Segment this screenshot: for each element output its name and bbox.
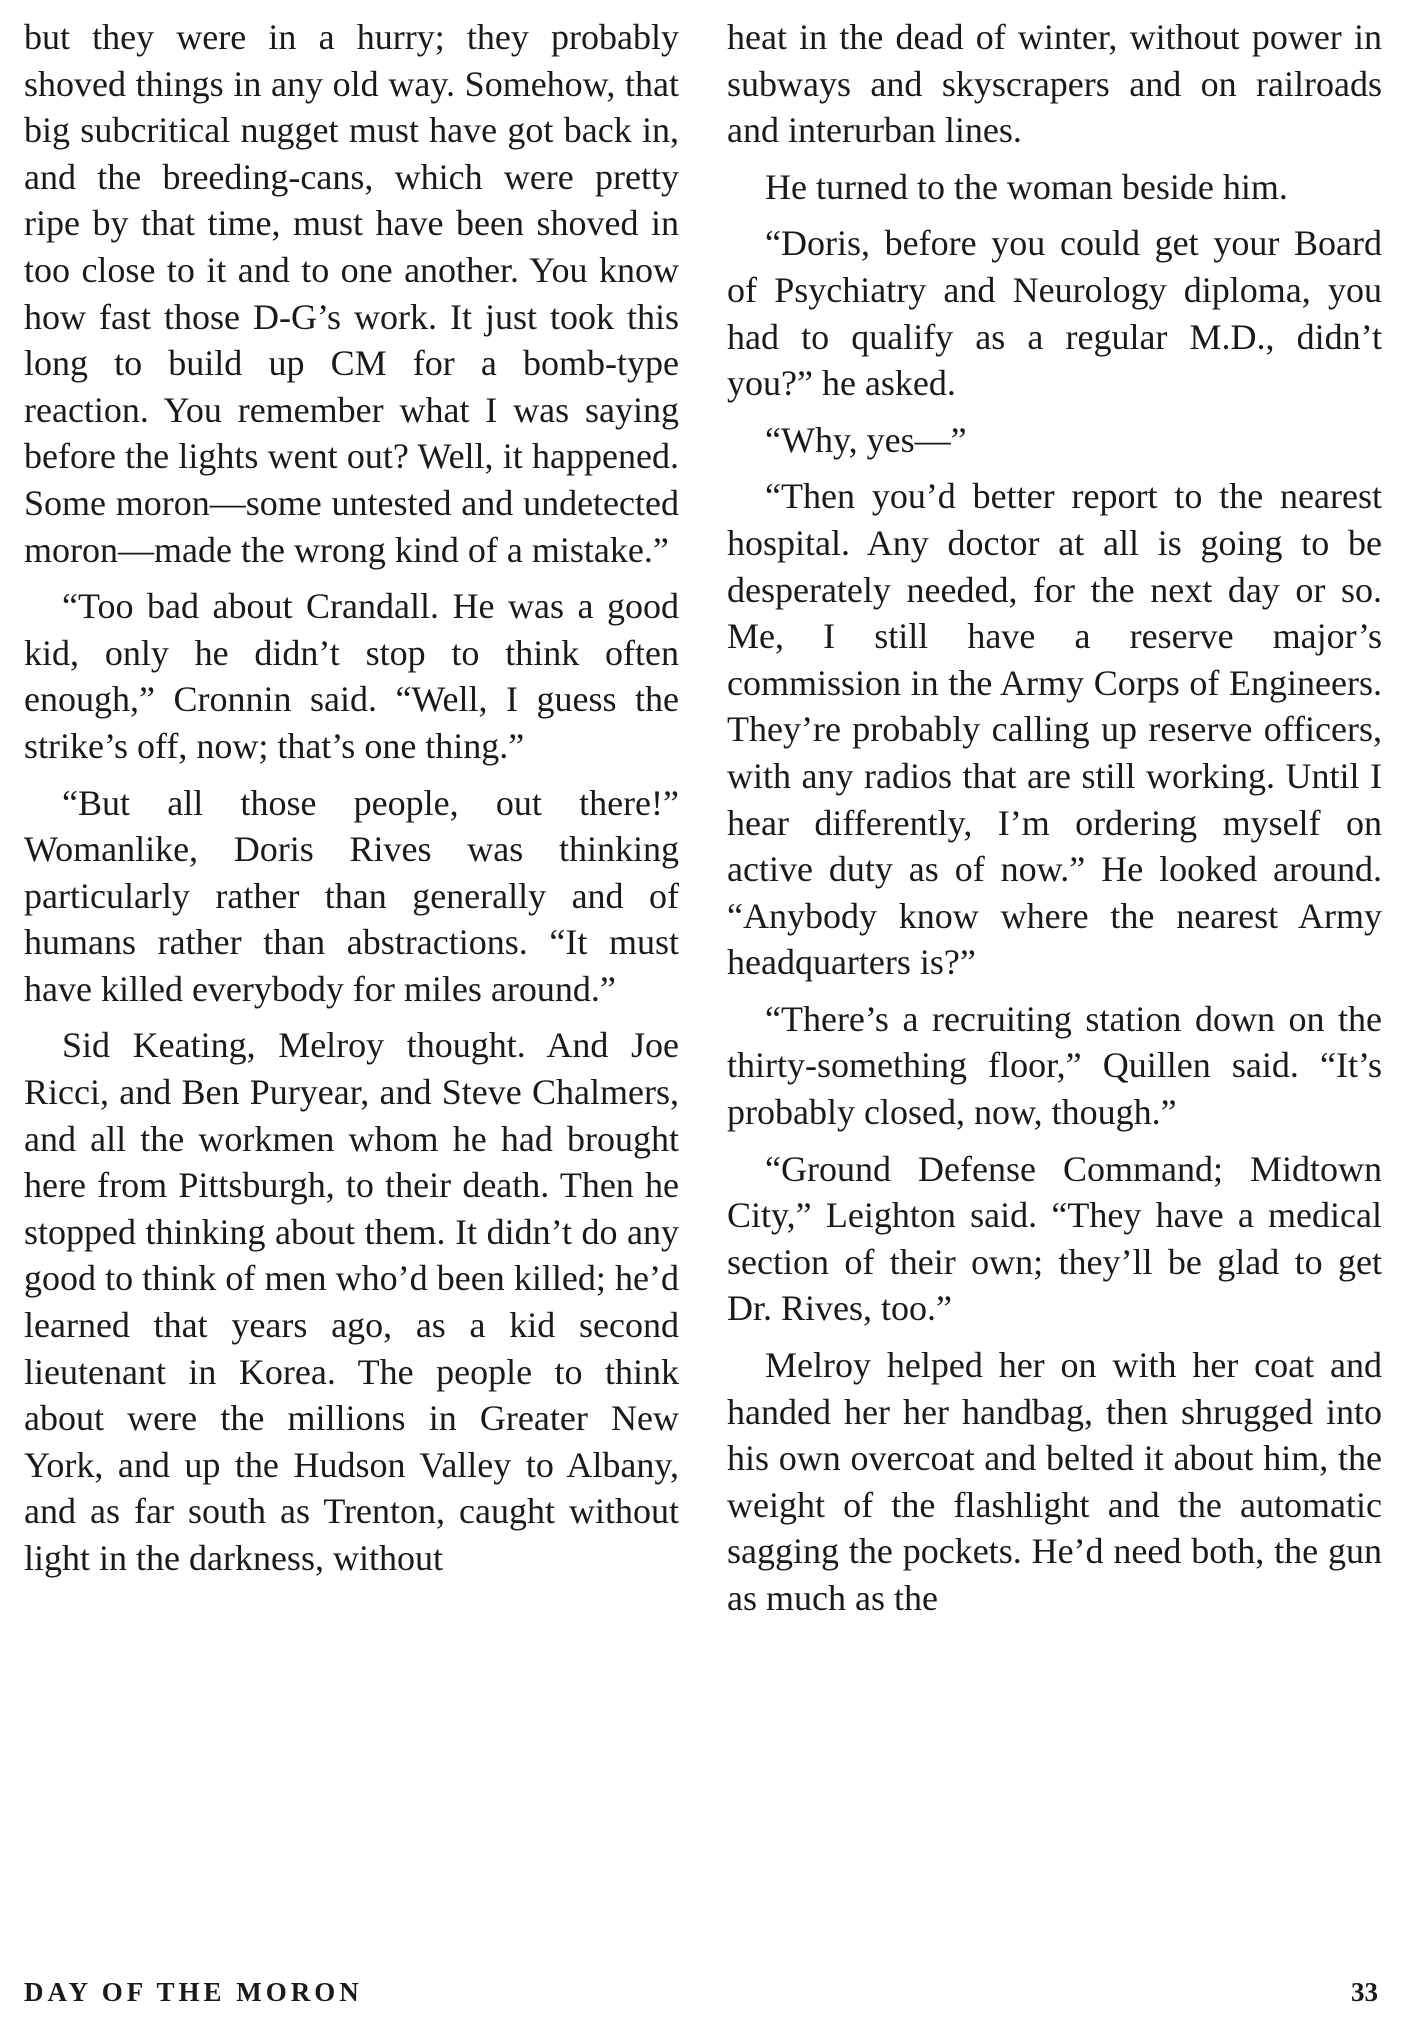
paragraph: “Then you’d better report to the nearest hospital. Any doctor at all is going to be desperately needed, for the next day or so. Me, I still have a reserve major’s commission in the Army Corps of Engineers. They’re probably calling up reserve officers, with any radios that are still working. Until I hear differently, I’m ordering myself on active duty as of now.” He looked around. “Anybody know where the nearest Army headquarters is?” [727, 476, 1382, 983]
paragraph: “Ground Defense Command; Midtown City,” Leighton said. “They have a medical section of their own; they’ll be glad to get Dr. Rives, too.” [727, 1148, 1382, 1329]
text-column-right [727, 14, 1382, 1632]
page-number: 33 [1351, 1977, 1378, 2007]
page-footer [24, 1977, 1378, 2017]
paragraph: “But all those people, out there!” Womanlike, Doris Rives was thinking particularly rather than generally and of humans rather than abstractions. “It must have killed everybody for miles around.” [24, 782, 679, 1009]
paragraph: He turned to the woman beside him. [765, 166, 1288, 207]
paragraph: “Why, yes—” [765, 419, 967, 460]
running-title: DAY OF THE MORON [24, 1977, 363, 2007]
text-column-left [24, 14, 679, 1592]
paragraph: “There’s a recruiting station down on the thirty-something floor,” Quillen said. “It’s probably closed, now, though.” [727, 998, 1382, 1133]
paragraph: heat in the dead of winter, without power in subways and skyscrapers and on railroads and interurban lines. [727, 17, 1382, 151]
paragraph: Sid Keating, Melroy thought. And Joe Ricci, and Ben Puryear, and Steve Chalmers, and all the workmen whom he had brought here from Pittsburgh, to their death. Then he stopped thinking about them. It didn’t do any good to think of men who’d been killed; he’d learned that years ago, as a kid second lieutenant in Korea. The people to think about were the millions in Greater New York, and up the Hudson Valley to Albany, and as far south as Trenton, caught without light in the darkness, without [24, 1025, 679, 1578]
paragraph: “Too bad about Crandall. He was a good kid, only he didn’t stop to think often enough,” Cronnin said. “Well, I guess the strike’s off, now; that’s one thing.” [24, 586, 679, 766]
paragraph: “Doris, before you could get your Board of Psychiatry and Neurology diploma, you had to qualify as a regular M.D., didn’t you?” he asked. [727, 223, 1382, 404]
paragraph: but they were in a hurry; they probably shoved things in any old way. Somehow, that big subcritical nugget must have got back in, and the breeding-cans, which were pretty ripe by that time, must have been shoved in too close to it and to one another. You know how fast those D-G’s work. It just took this long to build up CM for a bomb-type reaction. You remember what I was saying before the lights went out? Well, it happened. Some moron—some untested and undetected moron—made the wrong kind of a mistake.” [24, 17, 679, 570]
paragraph: Melroy helped her on with her coat and handed her her handbag, then shrugged into his own overcoat and belted it about him, the weight of the flashlight and the automatic sagging the pockets. He’d need both, the gun as much as the [727, 1345, 1382, 1618]
